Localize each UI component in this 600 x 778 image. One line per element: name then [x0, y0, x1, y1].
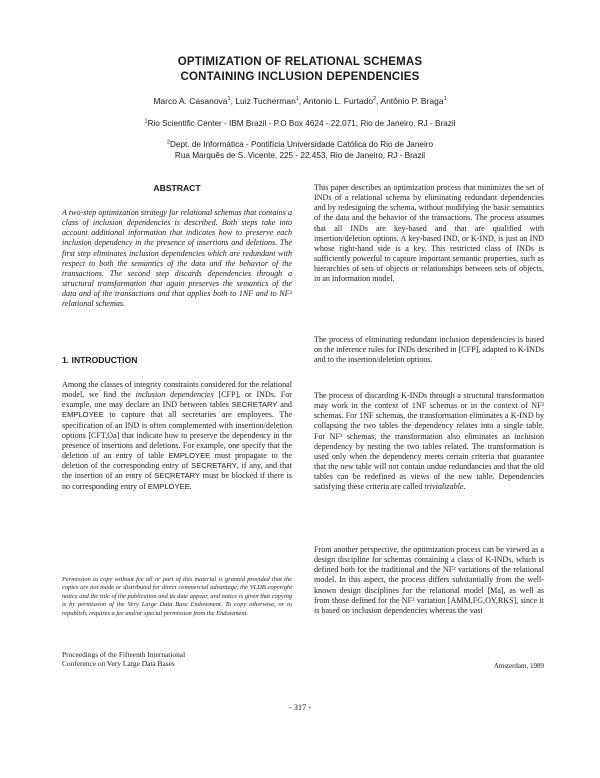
introduction-paragraph: [62, 380, 292, 492]
table-name: SECRETARY: [191, 461, 237, 471]
author-affiliation-mark: 1: [227, 96, 231, 103]
text-run: [CFP], or INDs. For example, one may declare an IND between tables: [62, 390, 292, 410]
table-name: EMPLOYEE: [168, 451, 211, 461]
table-name: SECRETARY: [231, 400, 278, 410]
affiliation-text: Dept. de Informática - Pontifícia Universidade Católica do Rio de Janeiro: [170, 140, 434, 149]
affiliation-mark: 2: [166, 139, 170, 146]
right-column-paragraph: The process of eliminating redundant inclusion dependencies is based on the inference rules for INDs described in [CFP], adapted to K-INDs and to the insertion/deletion options.: [314, 335, 544, 365]
abstract-heading: ABSTRACT: [153, 183, 201, 193]
text-run: The process of discarding K-INDs through a structural transformation may work in the context of 1NF schemas or in the context of NF² schemas. For 1NF schemas, the transformation eliminates a K-IND by collapsing the two tables the dependency relates into a single table. For NF² schemas, the transformation also eliminates an inclusion dependency by nesting the two tables related. The transformation is used only when the dependency meets certain criteria that guarantee that the new table will not contain undue redundancies and that the old tables can be redefined as views of the new table. Dependencies satisfying these criteria are called: [314, 391, 544, 492]
author-affiliation-mark: 1: [443, 96, 447, 103]
emphasis-text: trivializable: [424, 482, 464, 492]
author-affiliation-mark: 2: [373, 96, 377, 103]
author-affiliation-mark: 1: [295, 96, 299, 103]
proceedings-line: Conference on Very Large Data Bases: [62, 659, 175, 669]
author-name: Antonio L. Furtado: [303, 96, 374, 106]
text-run: to capture that all secretaries are employees. The specification of an IND is often complemented with insertion/deletion options [CFT,Oa] that indicate how to preserve the dependency in the presence of insertions and deletions. For example, one specify that the deletion of an entry of table: [62, 410, 292, 461]
right-column-paragraph: From another perspective, the optimization process can be viewed as a design discipline for schemas containing a class of K-INDs, which is defined both for the traditional and the NF² variations of the relational model. In this aspect, the process differs substantially from the well-known design disciplines for the relational model [Ma], as well as from those defined for the NF² variation [AMM,FG,OY,RKS], since it is based on inclusion dependencies whereas the vast: [314, 545, 544, 615]
proceedings-note: [62, 650, 292, 669]
text-run: and: [277, 400, 292, 410]
introduction-heading: 1. INTRODUCTION: [62, 355, 138, 365]
text-run: must propagate to the deletion of the corresponding entry of: [62, 451, 292, 471]
text-run: .: [189, 481, 192, 491]
proceedings-line: Proceedings of the Fifteenth International: [62, 650, 186, 659]
affiliation-1: [0, 119, 600, 128]
affiliation-mark: 1: [144, 118, 148, 125]
author-name: Luiz Tucherman: [235, 96, 296, 106]
right-column-paragraph: [314, 391, 544, 493]
author-name: Antônio P. Braga: [380, 96, 444, 106]
text-run: , if any, and that the insertion of an entry of: [62, 461, 292, 481]
emphasis-text: inclusion dependencies: [135, 390, 214, 400]
author-list: Marco A. Casanova$^1$, Luiz Tucherman$^1$, Antonio L. Furtado$^2$, Antônio P. Braga$^1$: [153, 96, 447, 106]
text-run: .: [463, 482, 466, 492]
affiliation-2: [0, 140, 600, 149]
table-name: EMPLOYEE: [147, 481, 190, 491]
author-name: Marco A. Casanova: [153, 96, 228, 106]
text-run: Among the classes of integrity constraints considered for the relational model, we find the: [62, 380, 292, 400]
copyright-permission-notice: Permission to copy without fee all or part of this material is granted provided that the copies are not made or distributed for direct commercial advantage, the VLDB copyright notice and the title of the publication and its date appear, and notice is given that copying is by permission of the Very Large Data Base Endowment. To copy otherwise, or to republish, requires a fee and/or special permission from the Endowment.: [62, 576, 292, 617]
paper-title-line-2: CONTAINING INCLUSION DEPENDENCIES: [180, 71, 420, 83]
table-name: SECRETARY: [154, 471, 201, 481]
text-run: must be blocked if there is no corresponding entry of: [62, 471, 292, 491]
right-column-paragraph: This paper describes an optimization process that minimizes the set of INDs of a relational schema by eliminating redundant dependencies and by redesigning the schema, without modifying the basic semantics of the data and the behavior of the transactions. The process assumes that all INDs are key-based and that are qualified with insertion/deletion options. A key-based IND, or K-IND, is just an IND whose right-hand side is a key. This restricted class of INDs is sufficiently powerful to capture important semantic properties, such as hierarchies of sets of objects or relationships between sets of objects, in an information model.: [314, 183, 544, 284]
conference-location: Amsterdam, 1989: [493, 662, 544, 670]
affiliation-2-address: Rua Marquês de S. Vicente, 225 - 22.453, Rio de Janeiro, RJ - Brazil: [174, 151, 426, 160]
page-number: - 317 -: [288, 703, 312, 712]
paper-title-line-1: OPTIMIZATION OF RELATIONAL SCHEMAS: [177, 56, 423, 68]
affiliation-text: Rio Scientific Center - IBM Brazil - P.O Box 4624 - 22.071, Rio de Janeiro, RJ - Brazil: [147, 119, 456, 128]
table-name: EMPLOYEE: [62, 410, 104, 420]
abstract-text: A two-step optimization strategy for relational schemas that contains a class of inclusion dependencies is described. Both steps take into account additional information that indicates how to preserve each inclusion dependency in the presence of insertions and deletions. The first step eliminates inclusion dependencies which are redundant with respect to both the semantics of the data and the behavior of the transactions. The second step discards dependencies through a structural transformation that again preserves the semantics of the data and of the transactions and that applies both to 1NF and to NF² relational schemas.: [62, 208, 292, 309]
